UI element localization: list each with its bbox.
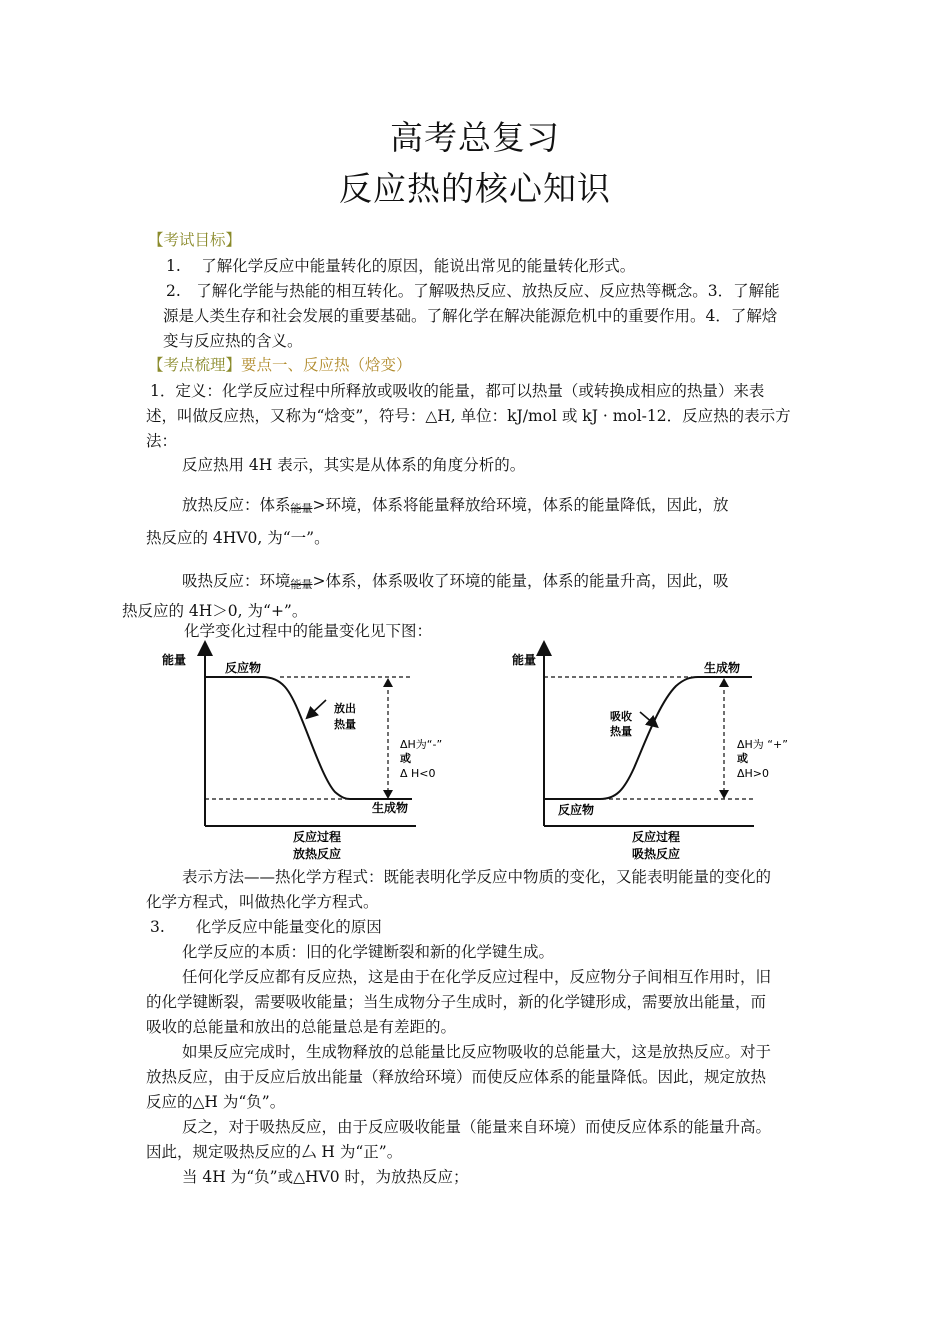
any-reaction-line-3: 吸收的总能量和放出的总能量总是有差距的。 xyxy=(146,1018,457,1036)
exothermic-line-1 xyxy=(182,495,729,517)
delta-h-arrow-top xyxy=(383,678,393,687)
endothermic-line-1 xyxy=(182,571,729,593)
figure-caption: 吸热反应 xyxy=(632,847,681,861)
exothermic-line-2: 热反应的 4HV0, 为“一”。 xyxy=(146,529,330,547)
method-line-1: 表示方法——热化学方程式：既能表明化学反应中物质的变化，又能表明能量的变化的 xyxy=(182,868,772,886)
exam-goal-item-2-line-1: 2. 了解化学能与热能的相互转化。了解吸热反应、放热反应、反应热等概念。3．了解能 xyxy=(166,282,780,300)
x-axis-label: 反应过程 xyxy=(632,830,681,844)
absorb-label-1: 吸收 xyxy=(610,710,632,723)
exothermic-arrow-label: 能量 xyxy=(290,502,313,515)
arrow-right-icon: > xyxy=(312,496,326,514)
delta-h-label-1: ΔH为“-” xyxy=(400,738,443,751)
figure-intro: 化学变化过程中的能量变化见下图： xyxy=(184,622,433,640)
exothermic-rule-line-3: 反应的△H 为“负”。 xyxy=(146,1093,286,1111)
energy-curve xyxy=(205,677,412,799)
essence-line: 化学反应的本质：旧的化学键断裂和新的化学键生成。 xyxy=(182,943,555,961)
energy-curve xyxy=(544,677,752,799)
x-axis-label: 反应过程 xyxy=(293,830,342,844)
definition-line-3: 法： xyxy=(146,432,178,450)
review-header-topic: 要点一、反应热（焓变） xyxy=(241,356,412,374)
any-reaction-line-1: 任何化学反应都有反应热，这是由于在化学反应过程中，反应物分子间相互作用时，旧 xyxy=(182,968,772,986)
exam-goal-header: 【考试目标】 xyxy=(148,231,242,249)
energy-diagram-endothermic xyxy=(492,640,792,865)
delta-h-label-2: 或 xyxy=(737,752,748,765)
delta-h-arrow-top xyxy=(719,678,729,687)
y-axis-label: 能量 xyxy=(162,653,187,667)
release-label-1: 放出 xyxy=(334,702,356,715)
delta-h-label-3: Δ H<0 xyxy=(400,767,436,780)
endothermic-arrow-label: 能量 xyxy=(290,578,313,591)
energy-diagram-exothermic xyxy=(150,640,450,865)
any-reaction-line-2: 的化学键断裂，需要吸收能量；当生成物分子生成时，新的化学键形成，需要放出能量，而 xyxy=(146,993,767,1011)
page-title-line2: 反应热的核心知识 xyxy=(339,169,611,208)
definition-line-2: 述，叫做反应热，又称为“焓变”，符号：△H, 单位：kJ/mol 或 kJ · mol-12．反应热的表示方 xyxy=(146,407,791,425)
exothermic-text-b: 环境，体系将能量释放给环境，体系的能量降低，因此，放 xyxy=(325,496,729,514)
definition-line-1: 1．定义：化学反应过程中所释放或吸收的能量，都可以热量（或转换成相应的热量）来表 xyxy=(150,382,765,400)
exothermic-text-a: 放热反应：体系 xyxy=(182,496,291,514)
exothermic-rule-line-1: 如果反应完成时，生成物释放的总能量比反应物吸收的总能量大，这是放热反应。对于 xyxy=(182,1043,772,1061)
endothermic-text-b: 体系，体系吸收了环境的能量，体系的能量升高，因此，吸 xyxy=(325,572,729,590)
review-header-tag: 【考点梳理】 xyxy=(148,356,242,374)
last-line: 当 4H 为“负”或△HV0 时，为放热反应； xyxy=(182,1168,469,1186)
page-title-line1: 高考总复习 xyxy=(390,118,560,157)
y-axis-label: 能量 xyxy=(512,653,537,667)
exothermic-rule-line-2: 放热反应，由于反应后放出能量（释放给环境）而使反应体系的能量降低。因此，规定放热 xyxy=(146,1068,767,1086)
product-label: 生成物 xyxy=(704,661,741,675)
exam-goal-item-2-line-3: 变与反应热的含义。 xyxy=(163,332,303,350)
figure-caption: 放热反应 xyxy=(293,847,342,861)
exam-goal-item-2-line-2: 源是人类生存和社会发展的重要基础。了解化学在解决能源危机中的重要作用。4．了解焓 xyxy=(163,307,778,325)
delta-h-explanation: 反应热用 4H 表示，其实是从体系的角度分析的。 xyxy=(182,456,526,474)
absorb-label-2: 热量 xyxy=(610,725,632,738)
exam-goal-item-1: 1. 了解化学反应中能量转化的原因，能说出常见的能量转化形式。 xyxy=(166,257,636,275)
endothermic-rule-line-2: 因此，规定吸热反应的厶 H 为“正”。 xyxy=(146,1143,403,1161)
delta-h-label-1: ΔH为 “+” xyxy=(737,738,788,751)
review-header xyxy=(148,355,412,375)
delta-h-label-2: 或 xyxy=(400,752,411,765)
delta-h-arrow-bottom xyxy=(383,790,393,799)
arrow-right-icon: > xyxy=(312,572,326,590)
release-arrow xyxy=(310,700,326,715)
endothermic-text-a: 吸热反应：环境 xyxy=(182,572,291,590)
reactant-label: 反应物 xyxy=(225,661,262,675)
method-line-2: 化学方程式，叫做热化学方程式。 xyxy=(146,893,379,911)
absorb-arrow xyxy=(640,712,654,724)
endothermic-rule-line-1: 反之，对于吸热反应，由于反应吸收能量（能量来自环境）而使反应体系的能量升高。 xyxy=(182,1118,772,1136)
release-label-2: 热量 xyxy=(334,718,356,731)
endothermic-line-2: 热反应的 4H＞0, 为“+”。 xyxy=(122,602,308,620)
section-3-heading: 3. 化学反应中能量变化的原因 xyxy=(150,918,382,936)
delta-h-arrow-bottom xyxy=(719,790,729,799)
reactant-label: 反应物 xyxy=(558,803,595,817)
delta-h-label-3: ΔH>0 xyxy=(737,767,770,780)
product-label: 生成物 xyxy=(372,801,409,815)
